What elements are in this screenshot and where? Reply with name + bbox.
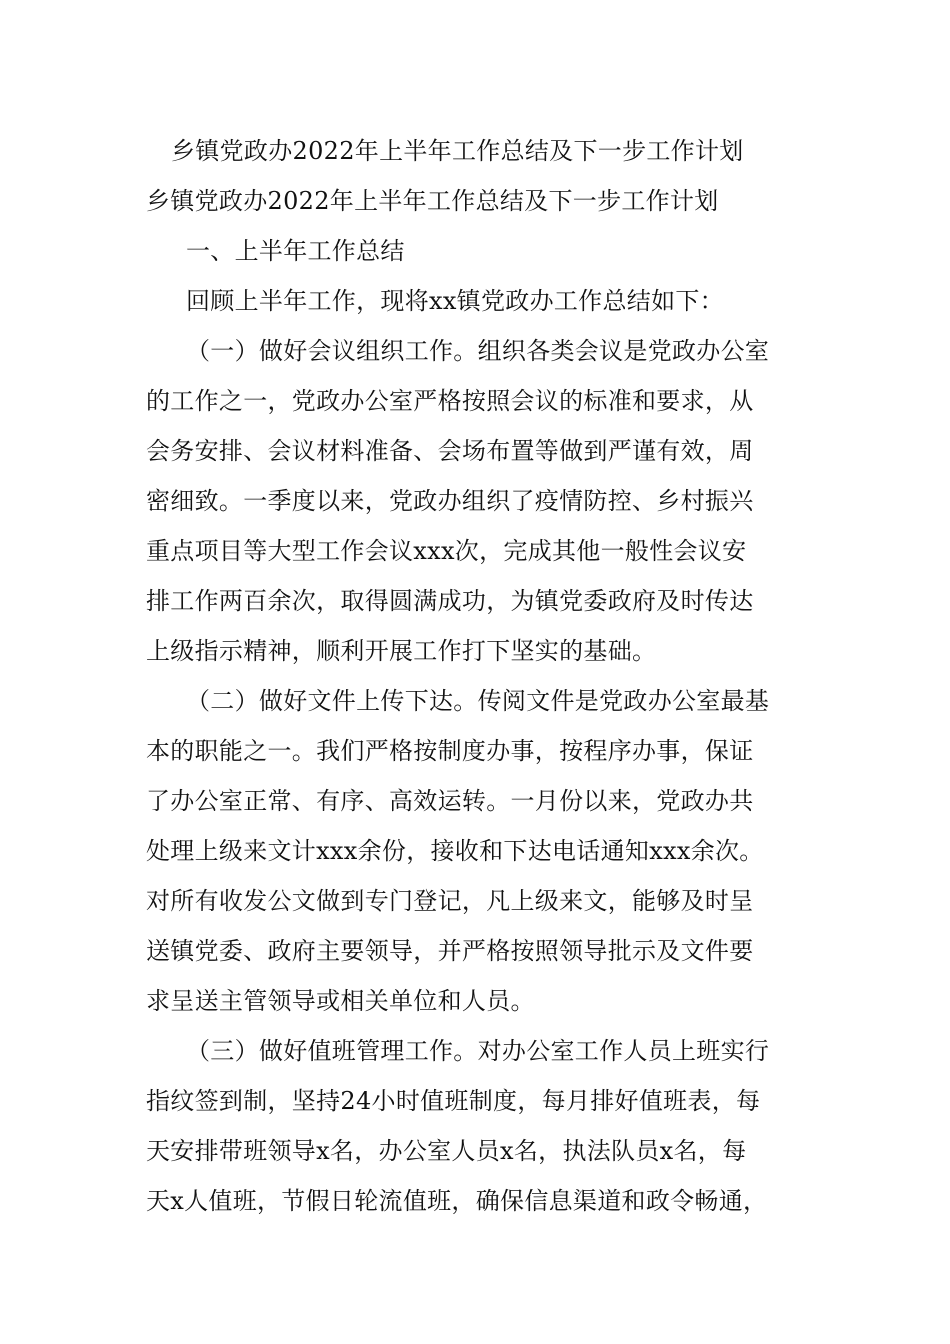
section-heading: 一、上半年工作总结: [186, 237, 405, 265]
paragraph-2-line: 求呈送主管领导或相关单位和人员。: [146, 987, 535, 1015]
paragraph-1-line: （一）做好会议组织工作。组织各类会议是党政办公室: [186, 337, 770, 365]
paragraph-2-line: 处理上级来文计xxx余份，接收和下达电话通知xxx余次。: [146, 837, 764, 865]
paragraph-intro: 回顾上半年工作，现将xx镇党政办工作总结如下：: [186, 287, 724, 315]
paragraph-2-line: （二）做好文件上传下达。传阅文件是党政办公室最基: [186, 687, 770, 715]
paragraph-3-line: 天x人值班，节假日轮流值班，确保信息渠道和政令畅通，: [146, 1187, 768, 1215]
paragraph-3-line: 指纹签到制，坚持24小时值班制度，每月排好值班表，每: [146, 1087, 761, 1115]
paragraph-3-line: （三）做好值班管理工作。对办公室工作人员上班实行: [186, 1037, 770, 1065]
paragraph-1-line: 排工作两百余次，取得圆满成功，为镇党委政府及时传达: [146, 587, 754, 615]
paragraph-3-line: 天安排带班领导x名，办公室人员x名，执法队员x名，每: [146, 1137, 747, 1165]
paragraph-2-line: 了办公室正常、有序、高效运转。一月份以来，党政办共: [146, 787, 754, 815]
paragraph-2-line: 对所有收发公文做到专门登记，凡上级来文，能够及时呈: [146, 887, 754, 915]
paragraph-2-line: 送镇党委、政府主要领导，并严格按照领导批示及文件要: [146, 937, 754, 965]
document-title-line-2: 乡镇党政办2022年上半年工作总结及下一步工作计划: [146, 187, 719, 215]
paragraph-1-line: 密细致。一季度以来，党政办组织了疫情防控、乡村振兴: [146, 487, 754, 515]
document-title-line-1: 乡镇党政办2022年上半年工作总结及下一步工作计划: [171, 137, 744, 165]
paragraph-1-line: 上级指示精神，顺利开展工作打下坚实的基础。: [146, 637, 657, 665]
paragraph-2-line: 本的职能之一。我们严格按制度办事，按程序办事，保证: [146, 737, 754, 765]
paragraph-1-line: 重点项目等大型工作会议xxx次，完成其他一般性会议安: [146, 537, 747, 565]
paragraph-1-line: 的工作之一，党政办公室严格按照会议的标准和要求，从: [146, 387, 754, 415]
paragraph-1-line: 会务安排、会议材料准备、会场布置等做到严谨有效，周: [146, 437, 754, 465]
